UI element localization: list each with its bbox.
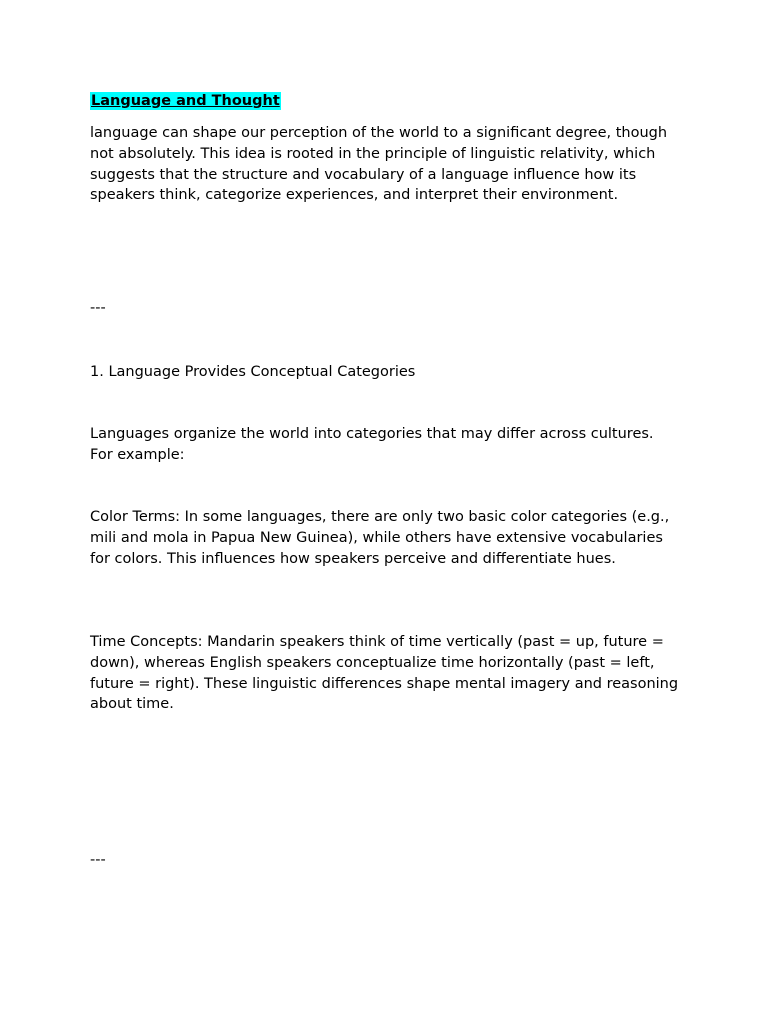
intro-paragraph: language can shape our perception of the world to a significant degree, though not absolutely. This idea is rooted in the principle of linguistic relativity, which suggests that the structure and vocabulary of a language influence how its speakers think, categorize experiences, and interpret their environment. bbox=[90, 125, 668, 204]
time-concepts-paragraph: Time Concepts: Mandarin speakers think of time vertically (past = up, future = down), whereas English speakers conceptualize time horizontally (past = left, future = right). These linguistic differences shape mental imagery and reasoning about time. bbox=[90, 634, 679, 713]
color-terms-paragraph: Color Terms: In some languages, there are only two basic color categories (e.g., mili and mola in Papua New Guinea), while others have extensive vocabularies for colors. This influences how speakers perceive and differentiate hues. bbox=[90, 509, 670, 567]
section-separator: --- bbox=[90, 852, 106, 868]
document-title: Language and Thought bbox=[91, 93, 280, 109]
body-paragraph: Languages organize the world into categories that may differ across cultures. For example: bbox=[90, 426, 654, 463]
section-heading: 1. Language Provides Conceptual Categories bbox=[90, 364, 416, 380]
section-separator: --- bbox=[90, 300, 106, 316]
